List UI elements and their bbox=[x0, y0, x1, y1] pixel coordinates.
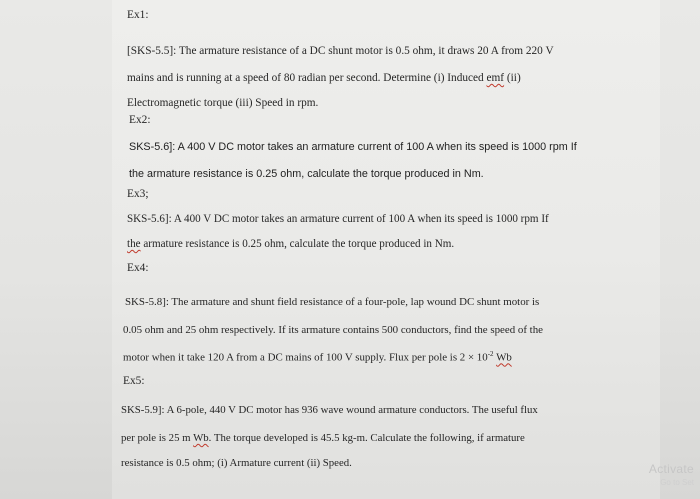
ex5-line-2-text: . The torque developed is 45.5 kg-m. Calculate the following, if armature bbox=[208, 432, 525, 444]
ex3-the-term: the bbox=[127, 238, 141, 250]
ex3-line-2-text: armature resistance is 0.25 ohm, calculate the torque produced in Nm. bbox=[140, 238, 455, 250]
activate-watermark: Activate bbox=[648, 462, 694, 476]
activate-watermark-sub: Go to Set bbox=[660, 478, 694, 487]
ex5-line-3: resistance is 0.5 ohm; (i) Armature current (ii) Speed. bbox=[121, 457, 352, 469]
ex1-line-2-text: mains and is running at a speed of 80 radian per second. Determine (i) Induced bbox=[127, 72, 487, 84]
ex4-line-3 bbox=[123, 350, 512, 364]
ex4-line-1: SKS-5.8]: The armature and shunt field resistance of a four-pole, lap wound DC shunt motor is bbox=[125, 296, 540, 308]
ex4-exponent: -2 bbox=[487, 350, 494, 358]
ex5-line-2-pre: per pole is 25 m bbox=[121, 432, 194, 444]
ex5-line-2 bbox=[121, 432, 525, 444]
ex1-line-3: Electromagnetic torque (iii) Speed in rpm. bbox=[127, 97, 319, 109]
ex4-line-3-text: motor when it take 120 A from a DC mains of 100 V supply. Flux per pole is 2 × 10 bbox=[123, 351, 488, 364]
ex4-unit-wb: Wb bbox=[496, 351, 512, 364]
ex3-line-2 bbox=[127, 238, 454, 250]
ex3-line-1: SKS-5.6]: A 400 V DC motor takes an armature current of 100 A when its speed is 1000 rpm If bbox=[127, 213, 549, 225]
ex5-heading: Ex5: bbox=[123, 375, 145, 387]
ex1-emf-term: emf bbox=[486, 72, 505, 84]
ex1-line-1: [SKS-5.5]: The armature resistance of a DC shunt motor is 0.5 ohm, it draws 20 A from 220 V bbox=[127, 45, 554, 57]
ex2-line-1: SKS-5.6]: A 400 V DC motor takes an armature current of 100 A when its speed is 1000 rpm If bbox=[129, 141, 577, 153]
ex4-heading: Ex4: bbox=[127, 262, 149, 274]
ex3-heading: Ex3; bbox=[127, 188, 149, 200]
ex5-line-1: SKS-5.9]: A 6-pole, 440 V DC motor has 936 wave wound armature conductors. The useful flux bbox=[121, 404, 538, 416]
ex2-heading: Ex2: bbox=[129, 114, 151, 126]
ex4-line-2: 0.05 ohm and 25 ohm respectively. If its armature contains 500 conductors, find the speed of the bbox=[123, 324, 543, 336]
ex5-unit-wb: Wb bbox=[193, 432, 209, 444]
ex1-line-2-end: (ii) bbox=[504, 72, 521, 84]
ex1-line-2 bbox=[127, 72, 521, 84]
ex2-line-2: the armature resistance is 0.25 ohm, calculate the torque produced in Nm. bbox=[129, 168, 484, 180]
ex1-heading: Ex1: bbox=[127, 9, 149, 21]
